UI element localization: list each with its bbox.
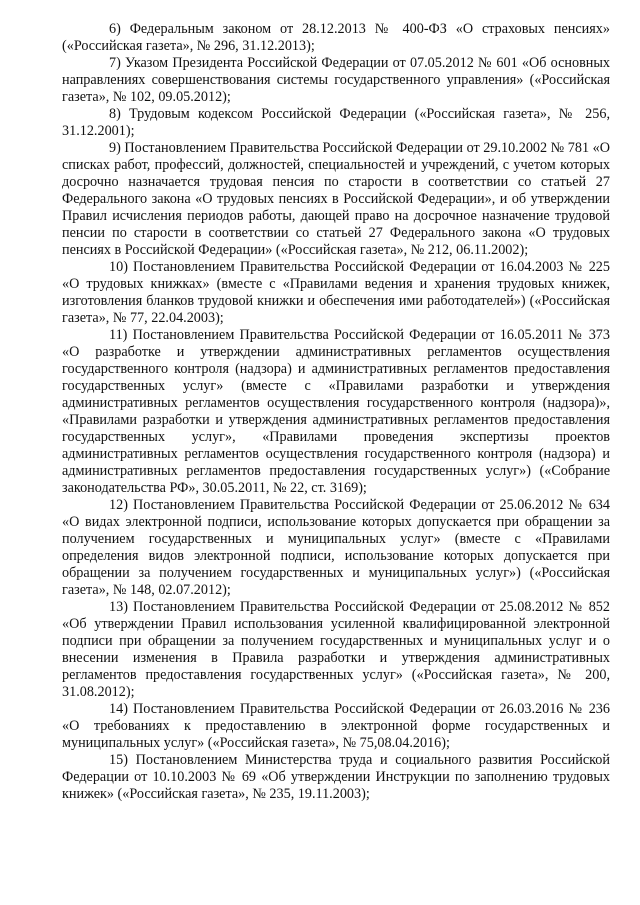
list-item-6: 6) Федеральным законом от 28.12.2013 № 400-ФЗ «О страховых пенсиях» («Российская газета», № 296, 31.12.2013);: [62, 21, 610, 54]
list-item-11: 11) Постановлением Правительства Российской Федерации от 16.05.2011 № 373 «О разработке и утверждении административных регламентов осуществления государственного контроля (надзора) и административных регламентов предоставления государственных услуг» (вместе с «Правилами разработки и утверждения административных регламентов осуществления государственного контроля (надзора)», «Правилами разработки и утверждения административных регламентов предоставления государственных услуг», «Правилами проведения экспертизы проектов административных регламентов осуществления государственного контроля (надзора) и административных регламентов предоставления государственных услуг») («Собрание законодательства РФ», 30.05.2011, № 22, ст. 3169);: [62, 327, 610, 496]
list-item-9: 9) Постановлением Правительства Российской Федерации от 29.10.2002 № 781 «О списках работ, профессий, должностей, специальностей и учреждений, с учетом которых досрочно назначается трудовая пенсия по старости в соответствии со статьей 27 Федерального закона «О трудовых пенсиях в Российской Федерации», и об утверждении Правил исчисления периодов работы, дающей право на досрочное назначение трудовой пенсии по старости в соответствии со статьей 27 Федерального закона «О трудовых пенсиях в Российской Федерации» («Российская газета», № 212, 06.11.2002);: [62, 140, 610, 258]
list-item-10: 10) Постановлением Правительства Российской Федерации от 16.04.2003 № 225 «О трудовых книжках» (вместе с «Правилами ведения и хранения трудовых книжек, изготовления бланков трудовой книжки и обеспечения ими работодателей») («Российская газета», № 77, 22.04.2003);: [62, 259, 610, 326]
list-item-7: 7) Указом Президента Российской Федерации от 07.05.2012 № 601 «Об основных направлениях совершенствования системы государственного управления» («Российская газета», № 102, 09.05.2012);: [62, 55, 610, 105]
list-item-15: 15) Постановлением Министерства труда и социального развития Российской Федерации от 10.10.2003 № 69 «Об утверждении Инструкции по заполнению трудовых книжек» («Российская газета», № 235, 19.11.2003);: [62, 752, 610, 802]
list-item-8: 8) Трудовым кодексом Российской Федерации («Российская газета», № 256, 31.12.2001);: [62, 106, 610, 139]
list-item-12: 12) Постановлением Правительства Российской Федерации от 25.06.2012 № 634 «О видах электронной подписи, использование которых допускается при обращении за получением государственных и муниципальных услуг» (вместе с «Правилами определения видов электронной подписи, использование которых допускается при обращении за получением государственных и муниципальных услуг») («Российская газета», № 148, 02.07.2012);: [62, 497, 610, 598]
list-item-13: 13) Постановлением Правительства Российской Федерации от 25.08.2012 № 852 «Об утверждении Правил использования усиленной квалифицированной электронной подписи при обращении за получением государственных и муниципальных услуг и о внесении изменения в Правила разработки и утверждения административных регламентов предоставления государственных услуг» («Российская газета», № 200, 31.08.2012);: [62, 599, 610, 700]
document-page: [62, 21, 610, 803]
list-item-14: 14) Постановлением Правительства Российской Федерации от 26.03.2016 № 236 «О требованиях к предоставлению в электронной форме государственных и муниципальных услуг» («Российская газета», № 75,08.04.2016);: [62, 701, 610, 751]
